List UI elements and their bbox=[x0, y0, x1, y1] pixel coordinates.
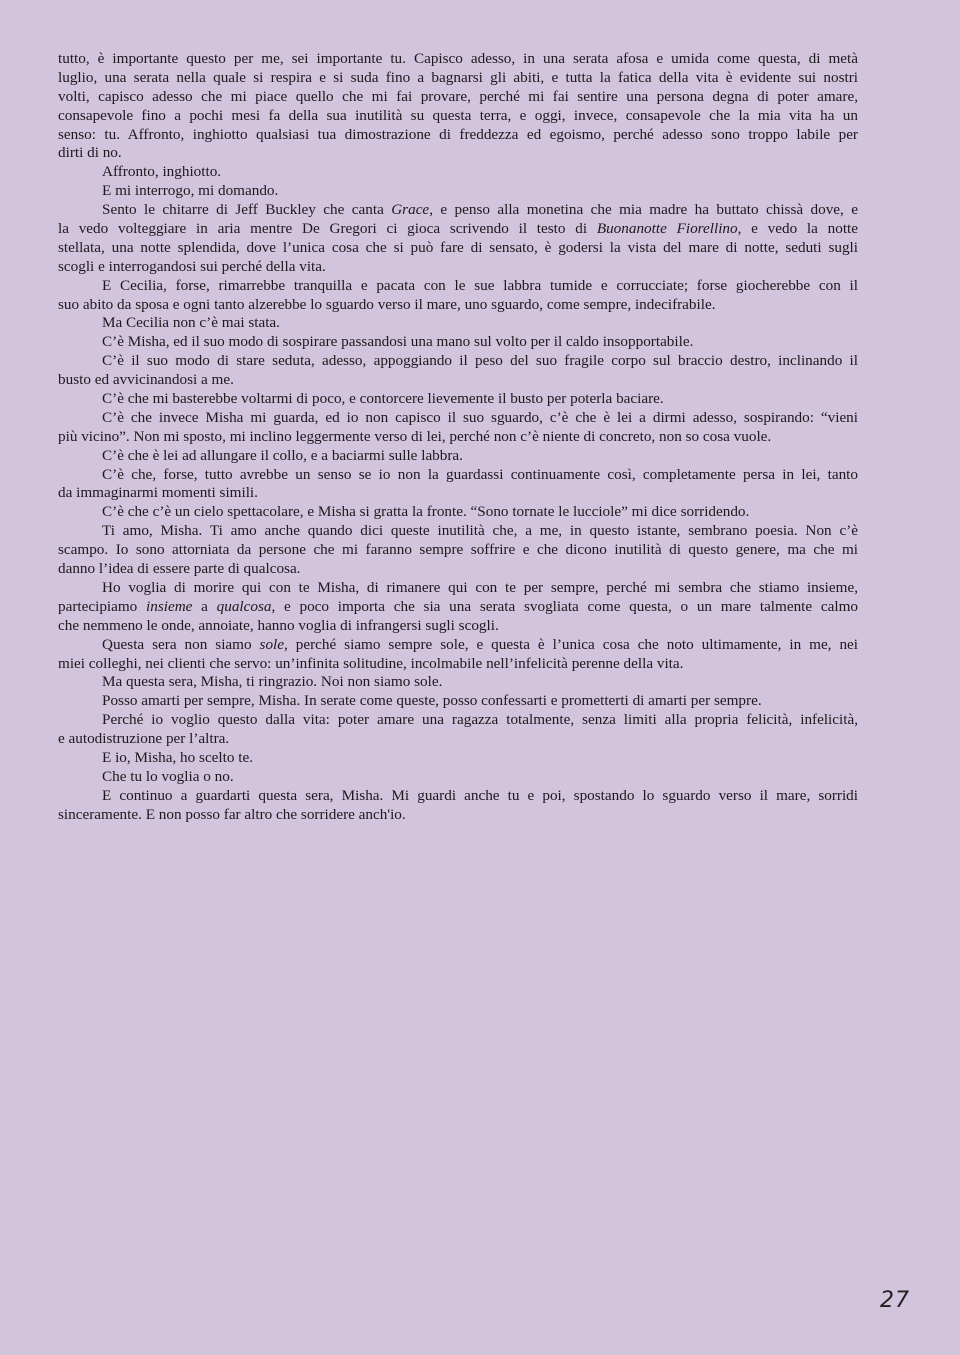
text-run: Che tu lo voglia o no. bbox=[102, 767, 234, 785]
text-line bbox=[58, 126, 858, 145]
text-line bbox=[58, 50, 858, 69]
text-run: partecipiamo bbox=[58, 597, 147, 615]
text-run: consapevole fino a pochi mesi fa della sua inutilità su questa terra, e oggi, invece, consapevole che la mia vita ha un bbox=[58, 106, 858, 124]
text-run: busto ed avvicinandosi a me. bbox=[58, 371, 234, 389]
text-line bbox=[58, 182, 858, 201]
text-run: C’è Misha, ed il suo modo di sospirare passandosi una mano sul volto per il caldo insopportabile. bbox=[102, 333, 694, 351]
text-line bbox=[58, 371, 858, 390]
text-line bbox=[58, 749, 858, 768]
text-run: stellata, una notte splendida, dove l’unica cosa che si può fare di sensato, è godersi la vista del mare di notte, seduti sugli bbox=[58, 238, 858, 256]
text-run: Affronto, inghiotto. bbox=[102, 163, 222, 181]
text-line bbox=[58, 806, 858, 825]
text-line bbox=[58, 579, 858, 598]
text-run: più vicino”. Non mi sposto, mi inclino leggermente verso di lei, perché non c’è niente di concreto, non so cosa vuole. bbox=[58, 427, 772, 445]
text-line bbox=[58, 296, 858, 315]
text-run: tutto, è importante questo per me, sei importante tu. Capisco adesso, in una serata afosa e umida come questa, di metà bbox=[58, 50, 858, 67]
text-run: dirti di no. bbox=[58, 144, 122, 162]
text-run: C’è il suo modo di stare seduta, adesso, appoggiando il peso del suo fragile corpo sul braccio destro, inclinando il bbox=[102, 352, 858, 370]
story-text bbox=[58, 50, 858, 825]
italic-text: sole bbox=[259, 635, 284, 653]
text-run: E io, Misha, ho scelto te. bbox=[102, 748, 254, 766]
text-line bbox=[58, 107, 858, 126]
text-line bbox=[58, 522, 858, 541]
text-run: che nemmeno le onde, annoiate, hanno voglia di infrangersi sugli scogli. bbox=[58, 616, 499, 634]
text-run: , e vedo la notte bbox=[737, 220, 858, 238]
text-run: Posso amarti per sempre, Misha. In serate come queste, posso confessarti e prometterti di amarti per sempre. bbox=[102, 692, 762, 710]
text-line bbox=[58, 333, 858, 352]
text-run: Questa sera non siamo bbox=[102, 635, 260, 653]
page-number: 27 bbox=[880, 1288, 910, 1313]
text-run: volti, capisco adesso che mi piace quello che mi fai provare, perché mi fai sentire una persona degna di poter amare, bbox=[58, 87, 858, 105]
text-run: Ma questa sera, Misha, ti ringrazio. Noi non siamo sole. bbox=[102, 673, 443, 691]
text-run: Ti amo, Misha. Ti amo anche quando dici queste inutilità che, a me, in questo istante, sembrano poesia. Non c’è bbox=[102, 522, 858, 540]
text-line bbox=[58, 598, 858, 617]
italic-text: qualcosa bbox=[216, 597, 272, 615]
text-run: E continuo a guardarti questa sera, Misha. Mi guardi anche tu e poi, spostando lo sguardo verso il mare, sorridi bbox=[102, 786, 858, 804]
text-line bbox=[58, 673, 858, 692]
text-line bbox=[58, 201, 858, 220]
text-line bbox=[58, 258, 858, 277]
text-run: scogli e interrogandosi sui perché della vita. bbox=[58, 257, 326, 275]
text-line bbox=[58, 428, 858, 447]
text-line bbox=[58, 787, 858, 806]
text-run: luglio, una serata nella quale si respira e si suda fino a bagnarsi gli abiti, e tutta la fatica della vita è evidente sui nostri bbox=[58, 68, 858, 86]
text-run: la vedo volteggiare in aria mentre De Gregori ci gioca scrivendo il testo di bbox=[58, 220, 597, 238]
text-line bbox=[58, 390, 858, 409]
text-run: E mi interrogo, mi domando. bbox=[102, 182, 279, 200]
text-run: sinceramente. E non posso far altro che sorridere anch'io. bbox=[58, 805, 406, 823]
text-line bbox=[58, 277, 858, 296]
text-run: Ho voglia di morire qui con te Misha, di rimanere qui con te per sempre, perché mi sembra che stiamo insieme, bbox=[102, 578, 858, 596]
text-run: Ma Cecilia non c’è mai stata. bbox=[102, 314, 280, 332]
text-run: E Cecilia, forse, rimarrebbe tranquilla e pacata con le sue labbra tumide e corrucciate; forse giocherebbe con il bbox=[102, 276, 858, 294]
italic-text: Buonanotte Fiorellino bbox=[596, 220, 738, 238]
text-line bbox=[58, 144, 858, 163]
text-line bbox=[58, 730, 858, 749]
text-run: C’è che, forse, tutto avrebbe un senso se io non la guardassi continuamente così, completamente persa in lei, tanto bbox=[102, 465, 858, 483]
text-line bbox=[58, 560, 858, 579]
text-line bbox=[58, 69, 858, 88]
text-line bbox=[58, 314, 858, 333]
text-line bbox=[58, 163, 858, 182]
text-line bbox=[58, 503, 858, 522]
italic-text: insieme bbox=[146, 597, 193, 615]
text-line bbox=[58, 768, 858, 787]
text-line bbox=[58, 617, 858, 636]
text-line bbox=[58, 409, 858, 428]
text-line bbox=[58, 541, 858, 560]
text-line bbox=[58, 239, 858, 258]
text-line bbox=[58, 220, 858, 239]
text-line bbox=[58, 88, 858, 107]
text-run: , perché siamo sempre sole, e questa è l’unica cosa che noto ultimamente, in me, nei bbox=[284, 635, 858, 653]
text-run: C’è che c’è un cielo spettacolare, e Misha si gratta la fronte. “Sono tornate le lucciole” mi dice sorridendo. bbox=[102, 503, 750, 521]
text-run: C’è che invece Misha mi guarda, ed io non capisco il suo sguardo, c’è che è lei a dirmi adesso, sospirando: “vieni bbox=[102, 408, 858, 426]
text-line bbox=[58, 711, 858, 730]
text-run: a bbox=[192, 597, 217, 615]
text-run: C’è che è lei ad allungare il collo, e a baciarmi sulle labbra. bbox=[102, 446, 463, 464]
italic-text: Grace bbox=[391, 201, 430, 219]
text-line bbox=[58, 466, 858, 485]
text-line bbox=[58, 692, 858, 711]
text-run: suo abito da sposa e ogni tanto alzerebbe lo sguardo verso il mare, uno sguardo, come sempre, indecifrabile. bbox=[58, 295, 716, 313]
text-run: e autodistruzione per l’altra. bbox=[58, 730, 230, 748]
text-line bbox=[58, 484, 858, 503]
text-run: scampo. Io sono attorniata da persone che mi faranno sempre soffrire e che dicono inutilità di questo genere, ma che mi bbox=[58, 541, 858, 559]
text-line bbox=[58, 655, 858, 674]
text-run: C’è che mi basterebbe voltarmi di poco, e contorcere lievemente il busto per poterla baciare. bbox=[102, 390, 664, 408]
text-run: da immaginarmi momenti simili. bbox=[58, 484, 258, 502]
text-run: miei colleghi, nei clienti che servo: un’infinita solitudine, incolmabile nell’infelicità perenne della vita. bbox=[58, 654, 684, 672]
text-run: senso: tu. Affronto, inghiotto qualsiasi tua dimostrazione di freddezza ed egoismo, perché adesso sono troppo labile per bbox=[58, 125, 858, 143]
text-run: danno l’idea di essere parte di qualcosa. bbox=[58, 560, 301, 578]
text-run: , e poco importa che sia una serata svogliata come questa, o un mare talmente calmo bbox=[271, 597, 858, 615]
text-run: Perché io voglio questo dalla vita: poter amare una ragazza totalmente, senza limiti alla propria felicità, infelicità, bbox=[102, 711, 858, 729]
text-run: , e penso alla monetina che mia madre ha buttato chissà dove, e bbox=[429, 201, 858, 219]
text-line bbox=[58, 352, 858, 371]
text-line bbox=[58, 447, 858, 466]
text-run: Sento le chitarre di Jeff Buckley che canta bbox=[102, 201, 392, 219]
text-line bbox=[58, 636, 858, 655]
